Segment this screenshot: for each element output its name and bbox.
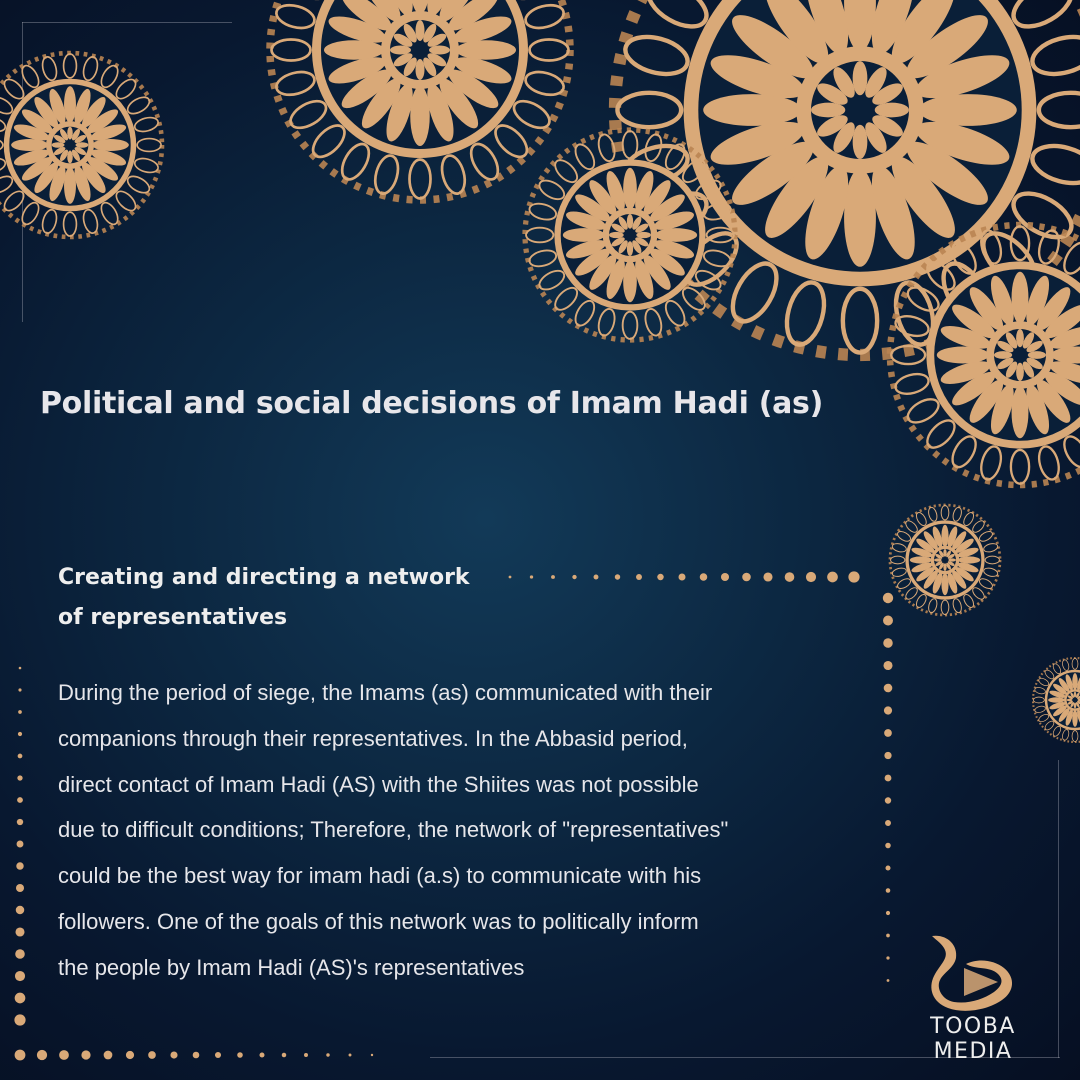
frame-dot	[18, 688, 21, 691]
frame-dot	[827, 572, 838, 583]
frame-dot	[679, 574, 686, 581]
frame-dot	[193, 1052, 200, 1059]
frame-dot	[848, 571, 859, 582]
body-line: due to difficult conditions; Therefore, the network of "representatives"	[58, 817, 729, 843]
frame-dot	[551, 575, 555, 579]
frame-dot	[886, 934, 890, 938]
frame-dot	[19, 667, 22, 670]
frame-dot	[883, 616, 893, 626]
body-line: direct contact of Imam Hadi (AS) with the Shiites was not possible	[58, 771, 699, 797]
frame-dot	[883, 593, 893, 603]
body-line: could be the best way for imam hadi (a.s) to communicate with his	[58, 863, 702, 889]
frame-dot	[304, 1053, 308, 1057]
frame-dot	[37, 1050, 47, 1060]
mandala-small-right	[890, 505, 1000, 615]
frame-dot	[615, 574, 620, 579]
frame-dot	[883, 638, 893, 648]
frame-dot	[14, 1014, 25, 1025]
frame-dot	[17, 819, 23, 825]
frame-dot	[657, 574, 663, 580]
section-heading-line-2: of representatives	[58, 605, 288, 630]
frame-dot	[885, 843, 890, 848]
frame-dot	[104, 1051, 113, 1060]
frame-dot	[59, 1050, 69, 1060]
body-line: companions through their representatives. In the Abbasid period,	[58, 725, 688, 751]
frame-dot	[18, 732, 22, 736]
frame-dot	[170, 1051, 177, 1058]
frame-dot	[884, 752, 891, 759]
frame-dot	[17, 841, 24, 848]
frame-dot	[763, 572, 772, 581]
mandala-top-center	[270, 0, 570, 200]
frame-dot	[17, 775, 22, 780]
frame-dot	[884, 729, 892, 737]
frame-dot	[81, 1050, 90, 1059]
mandala-top-left	[0, 53, 162, 237]
frame-dot	[148, 1051, 156, 1059]
frame-dot	[15, 949, 25, 959]
frame-dot	[16, 906, 25, 915]
body-line: the people by Imam Hadi (AS)'s representatives	[58, 954, 525, 980]
frame-dot	[885, 865, 890, 870]
frame-dot	[530, 575, 533, 578]
logo-wordmark: TOOBA MEDIA	[930, 1014, 1016, 1064]
tooba-logo-icon	[898, 930, 1048, 1014]
section-heading-line-1: Creating and directing a network	[58, 565, 470, 590]
frame-dot	[883, 661, 892, 670]
frame-dot	[885, 775, 892, 782]
frame-dot	[886, 956, 889, 959]
frame-dot	[636, 574, 642, 580]
frame-dot	[700, 573, 708, 581]
frame-dot	[594, 575, 599, 580]
frame-dot	[15, 927, 24, 936]
frame-dot	[884, 684, 893, 693]
frame-dot	[15, 1050, 26, 1061]
body-line: followers. One of the goals of this network was to politically inform	[58, 908, 699, 934]
frame-dot	[885, 797, 891, 803]
body-paragraph	[58, 670, 858, 991]
frame-dot	[18, 754, 23, 759]
page-title: Political and social decisions of Imam Hadi (as)	[40, 386, 824, 421]
frame-dot	[742, 573, 751, 582]
frame-dot	[806, 572, 816, 582]
frame-dot	[572, 575, 576, 579]
frame-dot	[18, 710, 22, 714]
frame-dot	[509, 576, 512, 579]
frame-dot	[886, 888, 891, 893]
frame-dot	[215, 1052, 221, 1058]
frame-dot	[15, 971, 25, 981]
frame-dot	[887, 979, 890, 982]
frame-dot	[237, 1052, 243, 1058]
frame-dot	[16, 862, 23, 869]
frame-dot	[15, 993, 26, 1004]
frame-dot	[721, 573, 729, 581]
frame-dot	[326, 1053, 329, 1056]
frame-dot	[126, 1051, 134, 1059]
frame-dot	[282, 1053, 287, 1058]
body-line: During the period of siege, the Imams (as) communicated with their	[58, 680, 713, 705]
section-heading	[58, 558, 498, 638]
mandala-center	[525, 130, 735, 340]
frame-dot	[349, 1054, 352, 1057]
frame-dot	[259, 1052, 264, 1057]
frame-dot	[371, 1054, 373, 1056]
mandala-small-edge	[1033, 658, 1080, 742]
frame-dot	[886, 911, 890, 915]
frame-dot	[785, 572, 795, 582]
frame-dot	[885, 820, 891, 826]
frame-dot	[16, 884, 24, 892]
frame-dot	[884, 706, 892, 714]
frame-dot	[17, 797, 23, 803]
tooba-media-logo	[898, 930, 1048, 1064]
